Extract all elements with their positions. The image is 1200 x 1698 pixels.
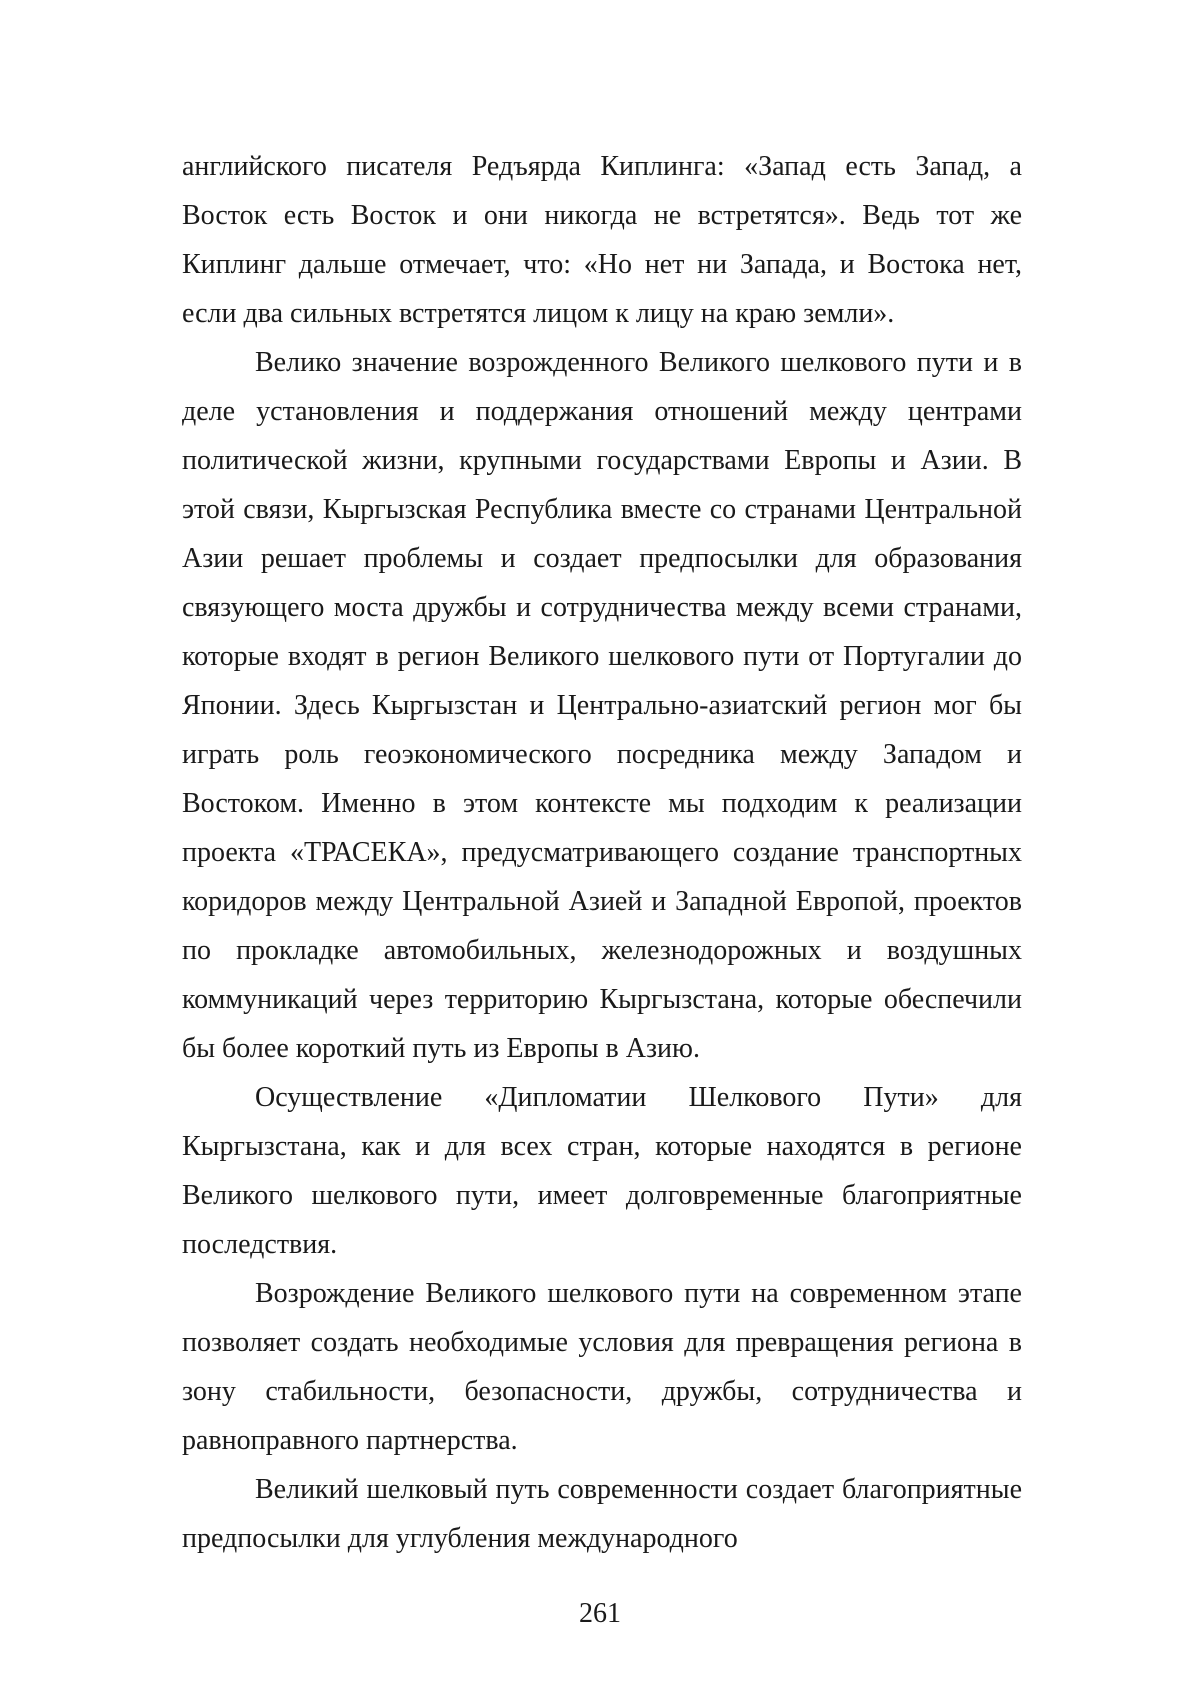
page-number: 261 — [579, 1598, 621, 1629]
paragraph-continued: английского писателя Редъярда Киплинга: «Запад есть Запад, а Восток есть Восток и они никогда не встретятся». Ведь тот же Киплинг дальше отмечает, что: «Но нет ни Запада, и Востока нет, если два сильных встретятся лицом к лицу на краю земли». — [182, 151, 1022, 329]
paragraph: Возрождение Великого шелкового пути на современном этапе позволяет создать необходимые условия для превращения региона в зону стабильности, безопасности, дружбы, сотрудничества и равноправного партнерства. — [182, 1278, 1022, 1456]
paragraph: Велико значение возрожденного Великого шелкового пути и в деле установления и поддержания отношений между центрами политической жизни, крупными государствами Европы и Азии. В этой связи, Кыргызская Республика вместе со странами Центральной Азии решает проблемы и создает предпосылки для образования связующего моста дружбы и сотрудничества между всеми странами, которые входят в регион Великого шелкового пути от Португалии до Японии. Здесь Кыргызстан и Центрально-азиатский регион мог бы играть роль геоэкономического посредника между Западом и Востоком. Именно в этом контексте мы подходим к реализации проекта «ТРАСЕКА», предусматривающего создание транспортных коридоров между Центральной Азией и Западной Европой, проектов по прокладке автомобильных, железнодорожных и воздушных коммуникаций через территорию Кыргызстана, которые обеспечили бы более короткий путь из Европы в Азию. — [182, 347, 1022, 1064]
body-text — [182, 142, 1022, 1563]
paragraph-truncated: Великий шелковый путь современности создает благоприятные предпосылки для углубления международного — [182, 1474, 1022, 1554]
paragraph: Осуществление «Дипломатии Шелкового Пути» для Кыргызстана, как и для всех стран, которые находятся в регионе Великого шелкового пути, имеет долговременные благоприятные последствия. — [182, 1082, 1022, 1260]
